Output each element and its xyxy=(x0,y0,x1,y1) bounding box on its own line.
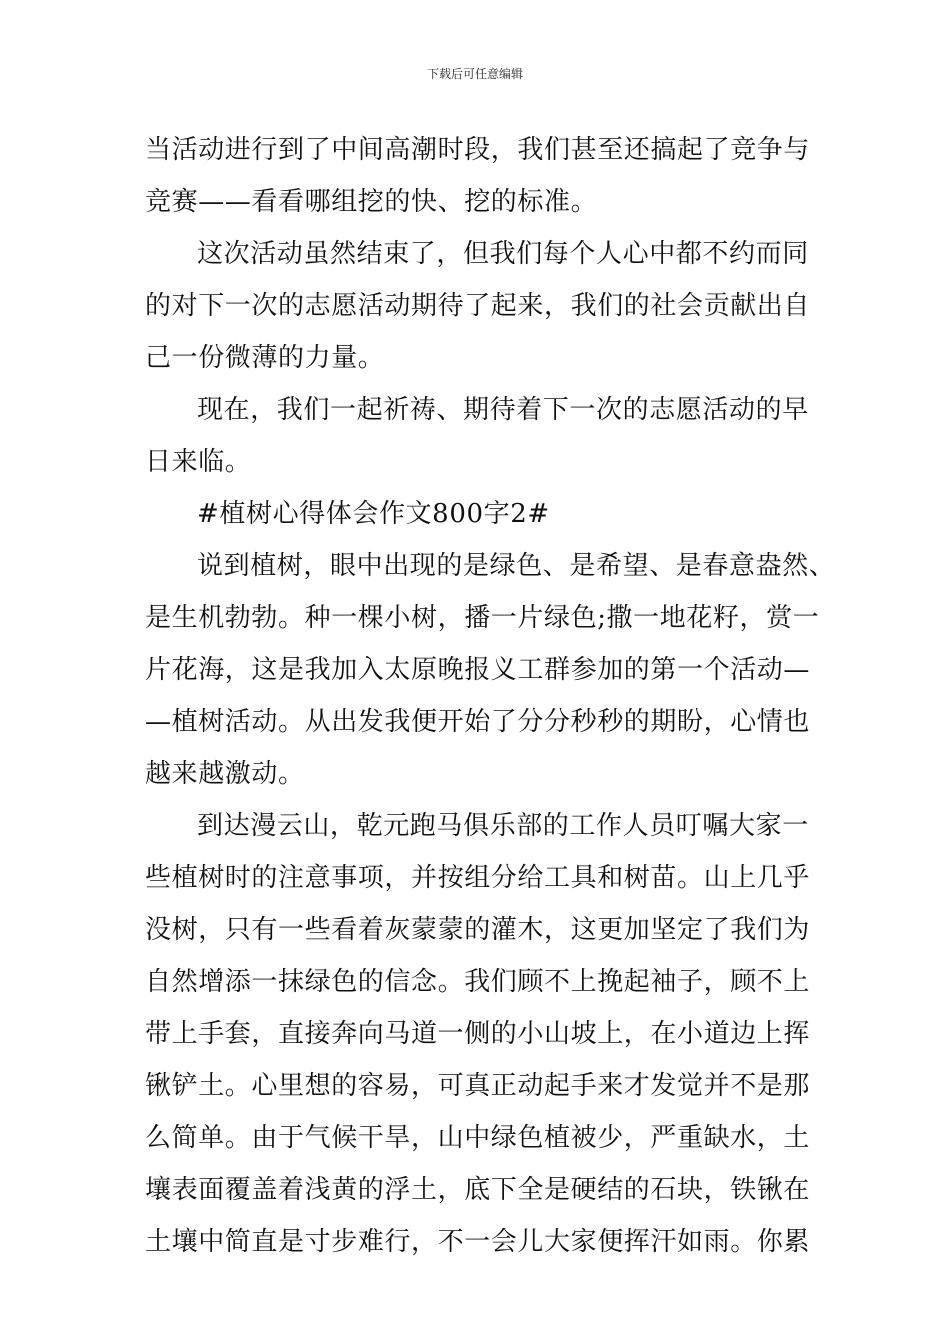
text-line: 自然增添一抹绿色的信念。我们顾不上挽起袖子，顾不上 xyxy=(145,967,811,997)
text-line: —植树活动。从出发我便开始了分分秒秒的期盼，心情也 xyxy=(145,707,811,737)
paragraph-start-line: 这次活动虽然结束了，但我们每个人心中都不约而同 xyxy=(197,239,809,269)
text-line: 壤表面覆盖着浅黄的浮土，底下全是硬结的石块，铁锹在 xyxy=(145,1175,811,1205)
document-body xyxy=(145,124,836,1268)
text-line: 带上手套，直接奔向马道一侧的小山坡上，在小道边上挥 xyxy=(145,1019,811,1049)
text-line: 日来临。 xyxy=(145,447,252,477)
section-heading: #植树心得体会作文800字2# xyxy=(197,499,550,529)
page-header: 下载后可任意编辑 xyxy=(426,67,523,81)
text-line: 是生机勃勃。种一棵小树，播一片绿色;撒一地花籽，赏一 xyxy=(145,603,820,633)
text-line: 己一份微薄的力量。 xyxy=(145,343,385,373)
paragraph-start-line: 到达漫云山，乾元跑马俱乐部的工作人员叮嘱大家一 xyxy=(197,811,809,841)
text-line: 么简单。由于气候干旱，山中绿色植被少，严重缺水，土 xyxy=(145,1123,811,1153)
text-line: 的对下一次的志愿活动期待了起来，我们的社会贡献出自 xyxy=(145,291,811,321)
paragraph-start-line: 说到植树，眼中出现的是绿色、是希望、是春意盎然、 xyxy=(197,551,836,581)
text-line: 土壤中简直是寸步难行，不一会儿大家便挥汗如雨。你累 xyxy=(145,1227,811,1257)
text-line: 越来越激动。 xyxy=(145,759,305,789)
text-line: 没树，只有一些看着灰蒙蒙的灌木，这更加坚定了我们为 xyxy=(145,915,811,945)
text-line: 当活动进行到了中间高潮时段，我们甚至还搞起了竞争与 xyxy=(145,135,811,165)
text-line: 锹铲土。心里想的容易，可真正动起手来才发觉并不是那 xyxy=(145,1071,811,1101)
text-line: 些植树时的注意事项，并按组分给工具和树苗。山上几乎 xyxy=(145,863,811,893)
text-line: 片花海，这是我加入太原晚报义工群参加的第一个活动— xyxy=(145,655,811,685)
paragraph-start-line: 现在，我们一起祈祷、期待着下一次的志愿活动的早 xyxy=(197,395,809,425)
text-line: 竞赛——看看哪组挖的快、挖的标准。 xyxy=(145,187,598,217)
